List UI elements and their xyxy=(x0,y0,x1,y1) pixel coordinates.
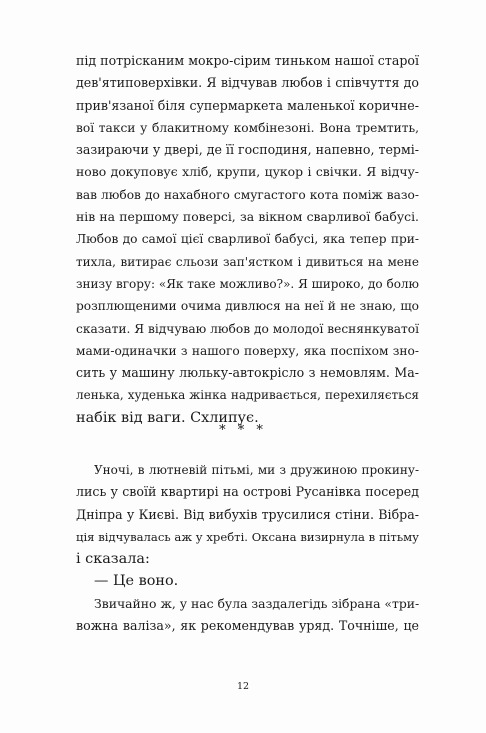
text-line: ція відчувалась аж у хребті. Оксана визирнула в пітьму xyxy=(76,529,419,544)
paragraph-night xyxy=(76,459,419,637)
page-number: 12 xyxy=(236,681,250,692)
text-line: прив'язаної біля супермаркета маленької коричне- xyxy=(76,97,419,113)
text-line: дев'ятиповерхівки. Я відчував любов і співчуття до xyxy=(76,75,419,91)
text-line: тихла, витирає сльози зап'ястком і дивиться на мене xyxy=(76,254,419,269)
text-line: розплющеними очима дивлюся на неї й не знаю, що xyxy=(76,299,419,314)
text-line: і сказала: xyxy=(76,551,150,568)
text-line: вожна валіза», як рекомендував уряд. Точніше, це xyxy=(76,618,419,634)
text-line: мами-одиначки з нашого поверху, яка поспіхом зно- xyxy=(76,343,419,358)
text-line: вав любов до нахабного смугастого кота поміж вазо- xyxy=(76,187,419,202)
paragraph-love xyxy=(76,50,419,429)
text-line: набік від ваги. Схлипує. xyxy=(76,409,259,426)
dialogue-line: — Це воно. xyxy=(94,573,179,590)
text-line: Любов до самої цієї сварливої бабусі, яка тепер при- xyxy=(76,232,419,247)
text-line: ново докуповує хліб, крупи, цукор і свічки. Я відчу- xyxy=(76,164,419,180)
text-line: вої такси у блакитному комбінезоні. Вона тремтить, xyxy=(76,120,419,135)
text-line: Звичайно ж, у нас була заздалегідь зібрана «три- xyxy=(94,595,420,611)
text-line: під потрісканим мокро-сірим тиньком нашої старої xyxy=(76,53,420,68)
text-line: зазираючи у двері, де її господиня, напевно, термі- xyxy=(76,142,420,158)
text-line: ленька, худенька жінка надривається, перехиляється xyxy=(76,388,419,403)
section-separator: * * * xyxy=(219,423,267,438)
text-line: Дніпра у Києві. Від вибухів трусилися стіни. Вібра- xyxy=(76,506,419,522)
text-line: сить у машину люльку-автокрісло з немовлям. Ма- xyxy=(76,365,419,381)
text-line: сказати. Я відчуваю любов до молодої веснянкуватої xyxy=(76,321,419,336)
text-line: знизу вгору: «Як таке можливо?». Я широко, до болю xyxy=(76,276,419,291)
text-line: лись у своїй квартирі на острові Русанівка посеред xyxy=(76,484,419,500)
text-line: Уночі, в лютневій пітьмі, ми з дружиною прокину- xyxy=(94,463,419,477)
text-line: нів на першому поверсі, за вікном сварливої бабусі. xyxy=(76,209,419,225)
